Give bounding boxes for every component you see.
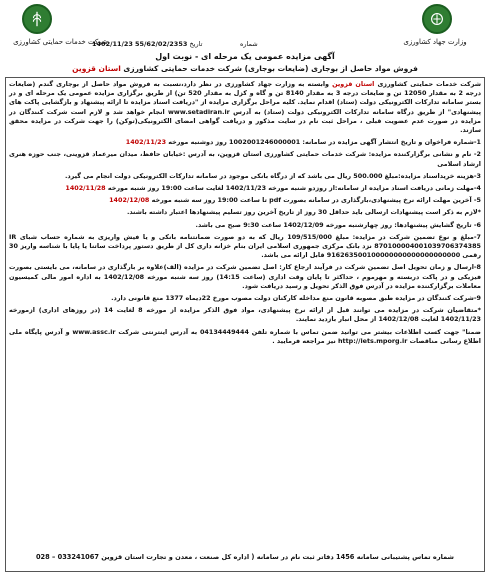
letter-date-value: 1402/11/23 [92, 40, 133, 48]
letter-date-label: تاریخ [189, 40, 203, 48]
letter-meta [92, 40, 202, 48]
list-item: 7-مبلغ و نوع تضمین شرکت در مزایده: مبلغ 109/515/000 ریال که به دو صورت ضمانتنامه بانکی و یا فیش واریزی به شماره حساب شبای IR 870100004001039706374385 نزد بانک مرکزی جمهوری اسلامی ایران بنام خزانه داری کل از طریق دستور پرداخت ساتنا یا پایا با شناسه واریز 30 رقمی 916263500100000000000000000000 قابل ارائه می باشد. [9, 232, 481, 260]
letter-number [240, 40, 258, 48]
ministry-logo [422, 4, 452, 34]
list-item: *لازم به ذکر است پیشنهادات ارسالی باید حداقل 30 روز از تاریخ آخرین روز تسلیم پیشنهادها اعتبار داشته باشند. [126, 208, 481, 217]
list-item: 4-مهلت زمانی دریافت اسناد مزایده از سامانه:از روزدو شنبه مورخه 1402/11/23 لغایت ساعت 19:00 روز شنبه مورخه 1402/11/28 [65, 184, 481, 193]
list-item: 9-شرکت کنندگان در مزایده طبق مصوبه قانون منع مداخله کارکنان دولت مصوب مورخ 22دیماه 1377 منع قانونی دارد. [111, 294, 481, 303]
wheat-icon [28, 10, 46, 28]
intro-part2: وابسته به وزارت جهاد کشاورزی در نظر دارد،نسبت به فروش مواد حاصل از بوجاری گندم (ضایعات درجه 2 به مقدار 12050 تن و ضایعات درجه 3 به مقدار 8140 تن و گاه و کزل به مقدار 520 تن) از طریق برگزاری مزایده عمومی یک مرحله ای و در بستر سامانه تدارکات الکترونیکی دولت (ستاد) اقدام نماید. کلیه مراحل برگزاری مزایده از "دریافت اسناد مزایده تا ارائه پیشنهاد و بازگشایی پاکت های پیشنهادی" از طریق درگاه سامانه تدارکات الکترونیکی دولت (ستاد) به آدرس [9, 80, 482, 116]
company-name: شرکت خدمات حمایتی کشاورزی [13, 38, 108, 46]
subtitle-province: استان قزوین [72, 64, 121, 73]
notice-title: آگهی مزایده عمومی یک مرحله ای - نوبت اول [155, 52, 335, 61]
intro-website: www.setadiran.ir [168, 107, 230, 116]
notice-body [9, 80, 481, 349]
intro-part3: انجام خواهد شد و لازم است شرکت کنندگان در مزایده در صورت عدم عضویت قبلی ، مراحل ثبت نام در سایت مذکور و دریافت گواهی امضای الکترونیکی(توکن) را جهت شرکت در مزایده محقق سازند. [9, 107, 481, 135]
list-item: 3-هزینه خریداسناد مزایده:مبلغ 500.000 ریال می باشد که از درگاه بانکی موجود در سامانه تدارکات الکترونیکی دولت انجام می گیرد. [64, 171, 481, 180]
support-footer: شماره تماس پشتیبانی سامانه 1456 دفاتر ثبت نام در سامانه ( اداره کل صنعت ، معدن و تجارت استان قزوین 033241067 – 028 [35, 553, 455, 561]
letterhead [0, 0, 490, 74]
notice-subtitle [0, 64, 490, 73]
list-item: 2- نام و نشانی برگزارکننده مزایده: شرکت خدمات حمایتی کشاورزی استان قزوین، به آدرس :خیابان حافظ، میدان میرعماد قزوینی، جنب حوزه هنری ارشاد اسلامی [9, 150, 481, 168]
list-item: *متقاضیان شرکت در مزایده می توانند قبل از ارائه نرخ پیشنهادی، مواد فوق الذکر مزایده از مورخه 8 لغایت 14 (در روزهای اداری) ازمورخه 1402/11/23 لغایت 1402/12/08 از محل انبار بازدید نمایند. [9, 306, 481, 324]
list-item: 6- تاریخ گشایش پیشنهادها: روز چهارشنبه مورخه 1402/12/09 ساعت 9:30 صبح می باشد. [195, 220, 481, 229]
list-item: ضمنا" جهت کسب اطلاعات بیشتر می توانید ضمن تماس با شماره تلفن 04134449444 به آدرس اینترنتی شرکت www.assc.ir و آدرس پایگاه ملی اطلاع رسانی مناقصات http://iets.mporg.ir نیز مراجعه فرمایید . [9, 327, 481, 345]
letter-number-value: 55/62/02/2353 [135, 40, 188, 48]
letter-number-label: شماره [240, 40, 258, 48]
intro-part1: شرکت خدمات حمایتی کشاورزی [377, 80, 481, 88]
ministry-name: وزارت جهاد کشاورزی [403, 38, 467, 46]
list-item: 8-ارسال و زمان تحویل اصل تضمین شرکت در فرآیند ارجاع کار: اصل تضمین شرکت در مزایده (الف)علاوه بر بارگذاری در سامانه، می بایستی بصورت فیزیکی و در پاکت دربسته و مهرموم ، حداکثر تا پایان وقت اداری (ساعت 14:15) روز سه شنبه مورخه 1402/12/08 به اداره امور مالی کمیسیون معاملات برگزارکننده مزایده در آدرس فوق الذکر تحویل و رسید دریافت شود. [9, 263, 482, 290]
intro-paragraph [9, 80, 481, 135]
list-item: 5- آخرین مهلت ارائه نرخ پیشنهادی،بارگذاری در سامانه بصورت pdf تا ساعت 19:00 روز سه شنبه مورخه 1402/12/08 [109, 196, 481, 205]
list-item: 1-شماره فراخوان و تاریخ انتشار آگهی مزایده در سامانه: 1002001246000001 روز دوشنبه مورخه 1402/11/23 [125, 138, 481, 147]
emblem-icon [428, 10, 446, 28]
company-logo [22, 4, 52, 34]
intro-province: استان قزوین [332, 80, 375, 88]
subtitle-text: فروش مواد حاصل از بوجاری (ضایعات بوجاری) شرکت خدمات حمایتی کشاورزی [123, 64, 418, 73]
